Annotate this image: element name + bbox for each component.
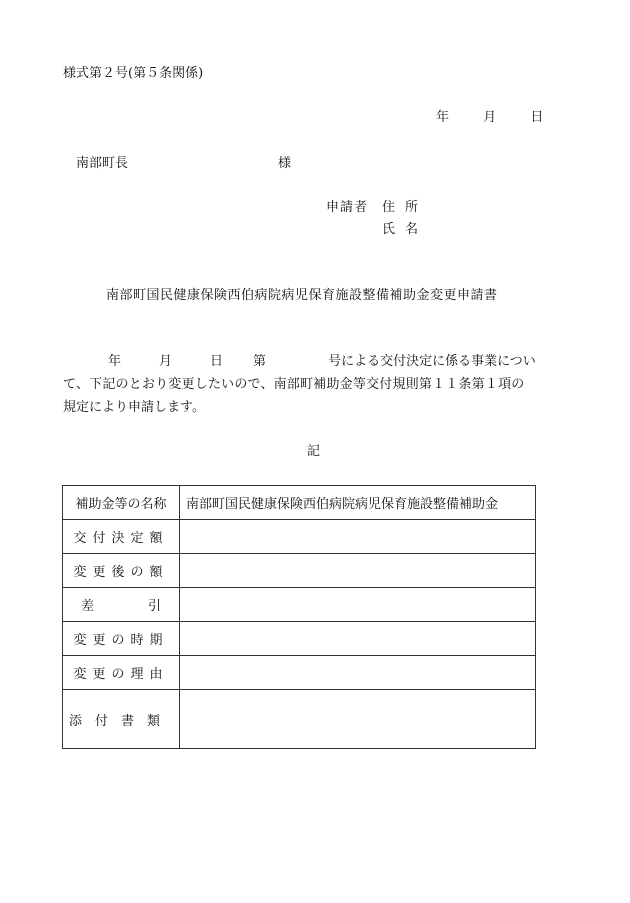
form-number-label: 様式第２号(第５条関係): [63, 66, 204, 81]
row-label-cell: [63, 690, 180, 749]
subsidy-name-label: 補助金等の名称: [75, 497, 167, 512]
change-timing-field[interactable]: [180, 622, 536, 656]
change-timing-label: 変更の時期: [73, 633, 169, 648]
row-label-cell: [63, 554, 180, 588]
attached-documents-field[interactable]: [180, 690, 536, 749]
applicant-label: 申請者: [326, 200, 369, 215]
row-label-cell: [63, 520, 180, 554]
date-year-label: 年: [436, 110, 450, 125]
body-month-label: 月: [159, 354, 173, 369]
body-line1-tail: 号による交付決定に係る事業につい: [328, 354, 536, 369]
details-table: [62, 485, 536, 749]
body-paragraph-line-1: [63, 354, 536, 370]
amount-after-change-label: 変更後の額: [73, 565, 169, 580]
grant-decision-amount-label: 交付決定額: [73, 531, 169, 546]
date-line: [436, 110, 543, 126]
document-title: 南部町国民健康保険西伯病院病児保育施設整備補助金変更申請書: [106, 288, 498, 303]
table-row: [63, 622, 536, 656]
ki-heading: 記: [307, 444, 321, 459]
row-label-cell: [63, 486, 180, 520]
row-label-cell: [63, 588, 215, 622]
subsidy-name-value[interactable]: 南部町国民健康保険西伯病院病児保育施設整備補助金: [180, 486, 536, 520]
table-row: [63, 588, 536, 622]
grant-decision-amount-field[interactable]: [180, 520, 536, 554]
difference-field[interactable]: [180, 588, 536, 622]
applicant-name-label: 氏名: [382, 222, 429, 237]
difference-label: 差引: [80, 599, 215, 614]
table-row: [63, 486, 536, 520]
body-day-label: 日: [210, 354, 224, 369]
body-paragraph-line-2: て、下記のとおり変更したいので、南部町補助金等交付規則第１１条第１項の: [63, 377, 525, 392]
table-row: [63, 520, 536, 554]
date-day-label: 日: [530, 110, 544, 125]
attached-documents-label: 添付書類: [68, 713, 173, 729]
body-paragraph-line-3: 規定により申請します。: [63, 400, 205, 415]
table-row: [63, 656, 536, 690]
addressee-honorific: 様: [278, 156, 292, 171]
row-label-cell: [63, 622, 180, 656]
body-year-label: 年: [108, 354, 122, 369]
row-label-cell: [63, 656, 180, 690]
body-number-prefix: 第: [253, 354, 267, 369]
change-reason-field[interactable]: [180, 656, 536, 690]
addressee-mayor: 南部町長: [76, 156, 129, 171]
table-row: [63, 554, 536, 588]
table-row: [63, 690, 536, 749]
change-reason-label: 変更の理由: [73, 667, 169, 682]
amount-after-change-field[interactable]: [180, 554, 536, 588]
applicant-address-label: 住所: [382, 200, 429, 215]
date-month-label: 月: [483, 110, 497, 125]
